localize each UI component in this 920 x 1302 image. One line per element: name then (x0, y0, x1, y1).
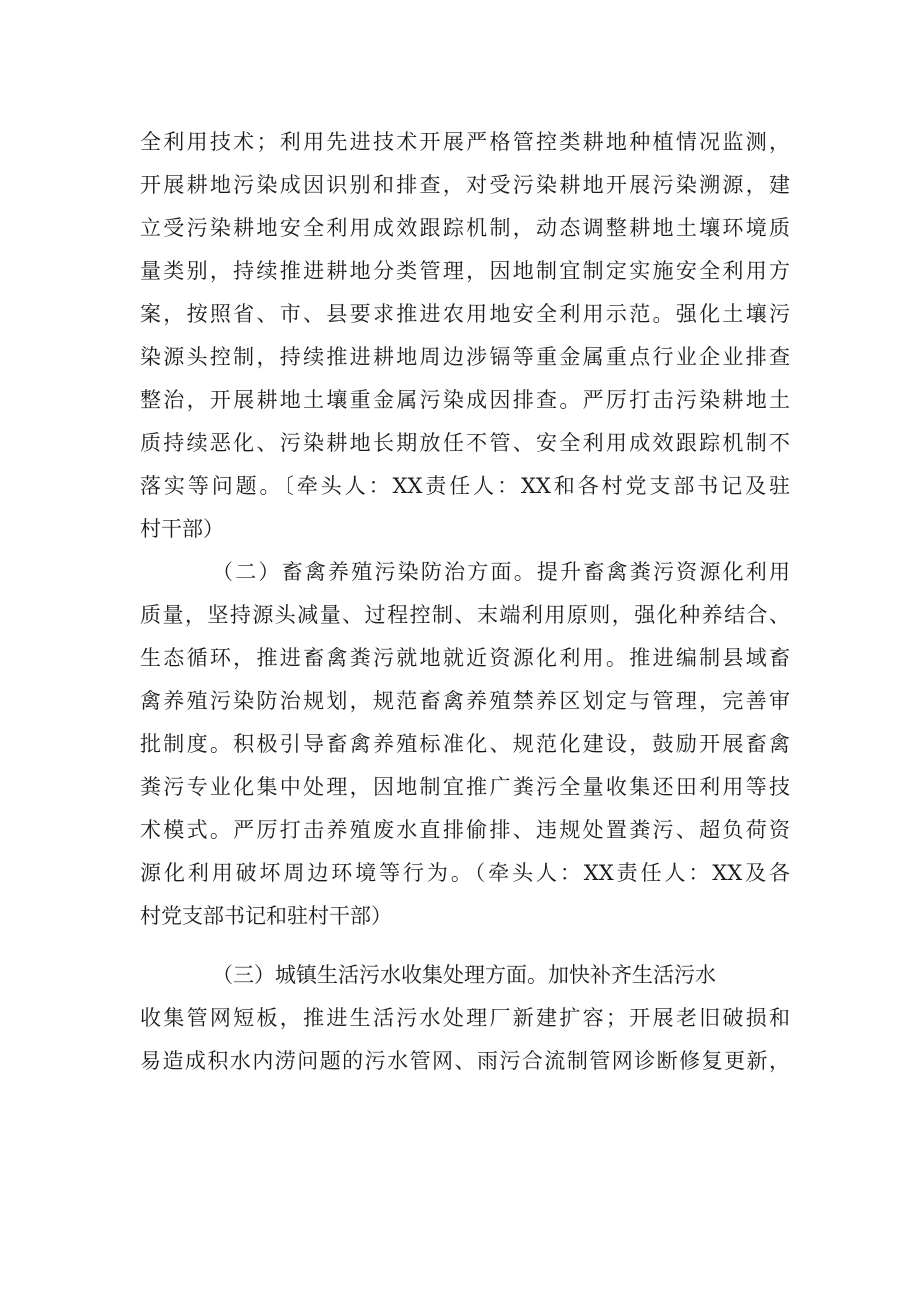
paragraph-line: 粪污专业化集中处理，因地制宜推广粪污全量收集还田利用等技 (140, 775, 790, 799)
paragraph-line: 立受污染耕地安全利用成效跟踪机制，动态调整耕地土壤环境质 (140, 216, 790, 240)
paragraph-line: （三）城镇生活污水收集处理方面。加快补齐生活污水 (212, 963, 716, 987)
paragraph-line: 整治，开展耕地土壤重金属污染成因排查。严厉打击污染耕地土 (140, 388, 790, 412)
paragraph-line: 禽养殖污染防治规划，规范畜禽养殖禁养区划定与管理，完善审 (140, 689, 790, 713)
paragraph-line: 收集管网短板，推进生活污水处理厂新建扩容；开展老旧破损和 (140, 1006, 790, 1030)
paragraph-line: 源化利用破坏周边环境等行为。（牵头人：XX责任人：XX及各 (140, 861, 790, 885)
paragraph-line: 案，按照省、市、县要求推进农用地安全利用示范。强化土壤污 (140, 302, 790, 326)
paragraph-line: 落实等问题。〔牵头人：XX责任人：XX和各村党支部书记及驻 (140, 474, 790, 498)
paragraph-line: 易造成积水内涝问题的污水管网、雨污合流制管网诊断修复更新， (140, 1049, 790, 1073)
paragraph-line: 全利用技术；利用先进技术开展严格管控类耕地种植情况监测， (140, 130, 790, 154)
paragraph-line: 术模式。严厉打击养殖废水直排偷排、违规处置粪污、超负荷资 (140, 818, 790, 842)
paragraph-line: 批制度。积极引导畜禽养殖标准化、规范化建设，鼓励开展畜禽 (140, 732, 790, 756)
paragraph-line: 量类别，持续推进耕地分类管理，因地制宜制定实施安全利用方 (140, 259, 790, 283)
paragraph-line: （二）畜禽养殖污染防治方面。提升畜禽粪污资源化利用 (212, 560, 790, 584)
paragraph-line: 染源头控制，持续推进耕地周边涉镉等重金属重点行业企业排查 (140, 345, 790, 369)
paragraph-line: 开展耕地污染成因识别和排查，对受污染耕地开展污染溯源，建 (140, 173, 790, 197)
paragraph-line: 质持续恶化、污染耕地长期放任不管、安全利用成效跟踪机制不 (140, 431, 790, 455)
paragraph-line: 村干部） (140, 517, 224, 541)
paragraph-line: 生态循环，推进畜禽粪污就地就近资源化利用。推进编制县域畜 (140, 646, 790, 670)
paragraph-line: 村党支部书记和驻村干部） (140, 904, 392, 928)
paragraph-line: 质量，坚持源头减量、过程控制、末端利用原则，强化种养结合、 (140, 603, 790, 627)
